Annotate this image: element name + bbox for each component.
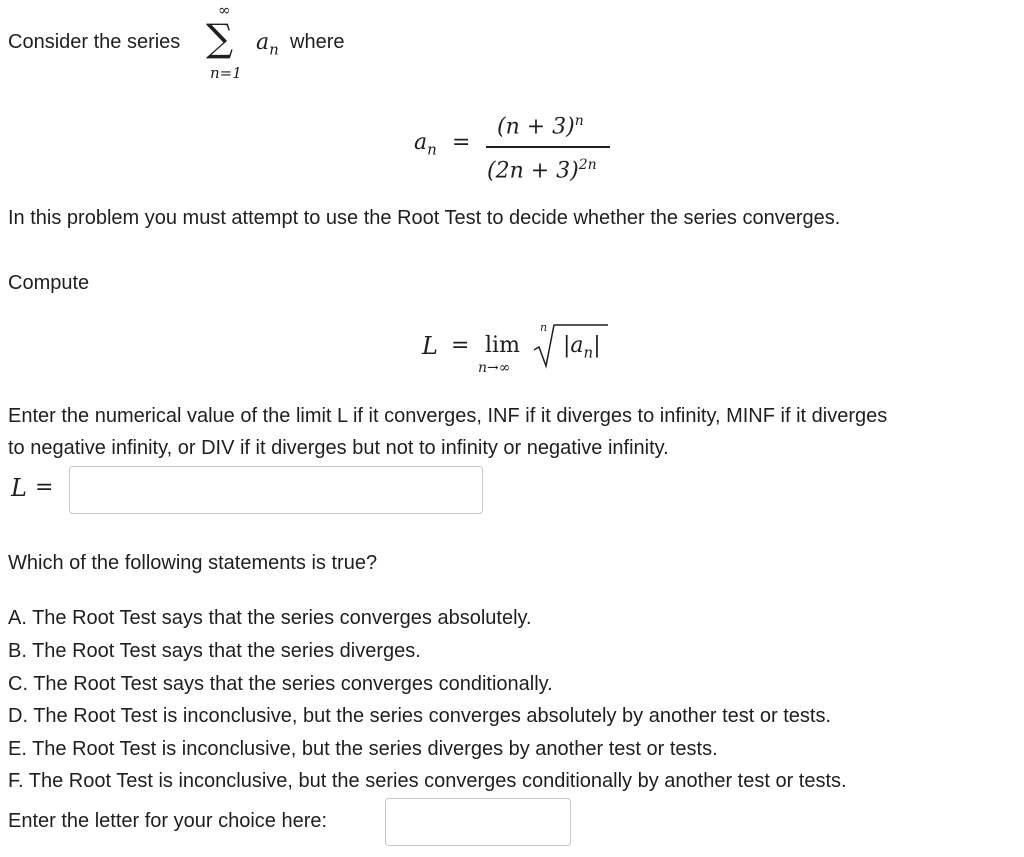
summation-symbol (203, 2, 251, 84)
definition-lhs-subscript: n (427, 140, 437, 159)
intro-prefix: Consider the series (8, 31, 181, 53)
compute-label: Compute (8, 272, 90, 294)
intro-term (256, 28, 279, 64)
option-c: C. The Root Test says that the series converges conditionally. (8, 673, 553, 695)
option-f: F. The Root Test is inconclusive, but the series converges conditionally by another test or tests. (8, 770, 847, 792)
definition-lhs (414, 128, 437, 164)
sum-upper-limit: ∞ (218, 1, 231, 19)
choice-input[interactable] (385, 798, 571, 846)
fraction-numerator (497, 106, 584, 142)
limit-answer-label: L (11, 474, 27, 502)
sum-lower-limit: n=1 (210, 64, 242, 82)
option-d: D. The Root Test is inconclusive, but the series converges absolutely by another test or tests. (8, 705, 832, 727)
enter-instructions-line1: Enter the numerical value of the limit L if it converges, INF if it diverges to infinity, MINF if it diverges (8, 405, 888, 427)
limit-operator: lim (485, 333, 520, 358)
fraction-bar (486, 146, 610, 148)
denominator-base: (2n + 3) (487, 158, 579, 184)
option-a: A. The Root Test says that the series converges absolutely. (8, 607, 532, 629)
sigma-icon: ∑ (206, 16, 234, 60)
denominator-exponent: 2n (578, 157, 597, 173)
definition-equals: = (452, 130, 471, 155)
intro-term-subscript: n (269, 40, 279, 59)
intro-term-symbol: a (256, 30, 270, 55)
limit-answer-equals: = (35, 475, 54, 500)
radicand-close: | (593, 333, 601, 358)
definition-lhs-symbol: a (414, 130, 428, 155)
limit-lhs: L (422, 332, 438, 360)
limit-equals: = (451, 333, 470, 358)
radicand-symbol: |a (563, 333, 584, 358)
intro-suffix: where (290, 31, 345, 53)
choice-prompt-label: Enter the letter for your choice here: (8, 810, 328, 832)
radicand-subscript: n (583, 343, 594, 362)
radicand (563, 331, 601, 367)
limit-subscript: n→∞ (478, 360, 511, 376)
root-index: n (540, 321, 548, 334)
numerator-exponent: n (574, 113, 584, 129)
enter-instructions-line2: to negative infinity, or DIV if it diverges but not to infinity or negative infinity. (8, 437, 669, 459)
option-e: E. The Root Test is inconclusive, but the series diverges by another test or tests. (8, 738, 718, 760)
fraction-denominator (487, 150, 597, 186)
numerator-base: (n + 3) (497, 114, 575, 140)
option-b: B. The Root Test says that the series diverges. (8, 640, 421, 662)
instruction-text: In this problem you must attempt to use the Root Test to decide whether the series converges. (8, 207, 841, 229)
question-text: Which of the following statements is true? (8, 552, 378, 574)
limit-answer-input[interactable] (69, 466, 483, 514)
